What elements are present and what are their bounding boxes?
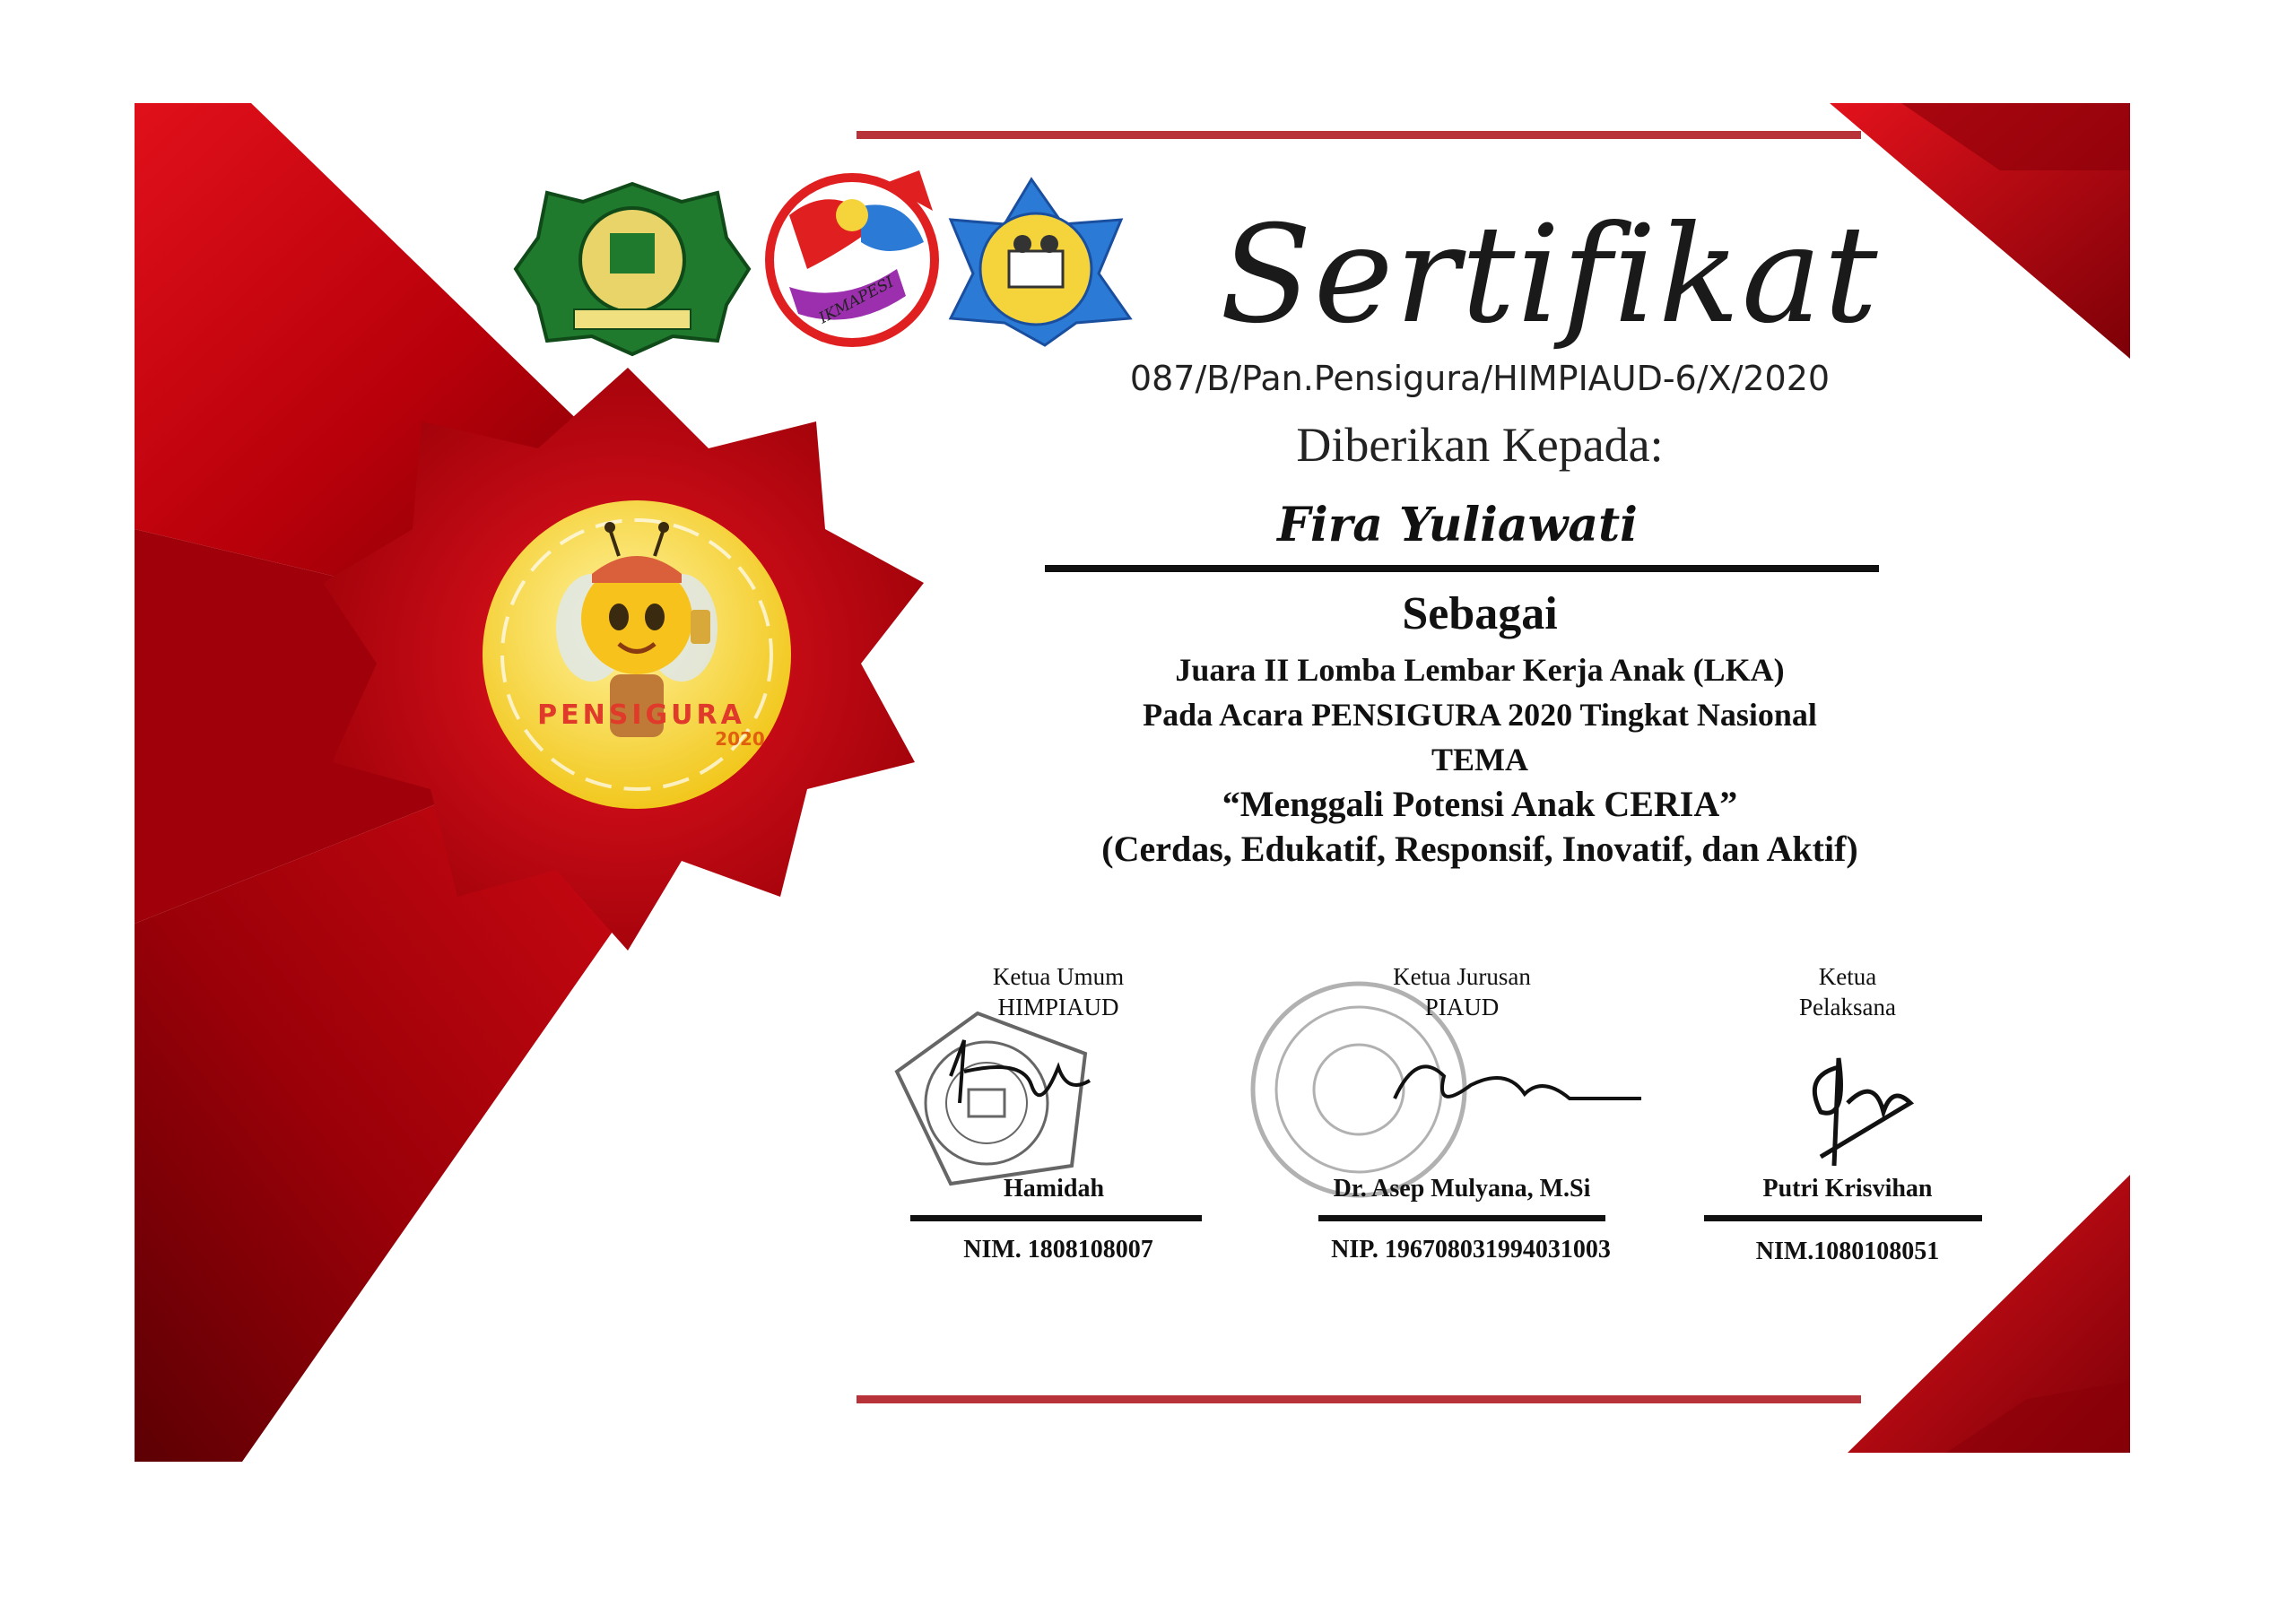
award-line-5: (Cerdas, Edukatif, Responsif, Inovatif, dan Aktif) [1101,829,1858,869]
signatory-1-name: Hamidah [1003,1175,1105,1203]
certificate-number: 087/B/Pan.Pensigura/HIMPIAUD-6/X/2020 [1129,359,1831,398]
signatory-2-id: NIP. 196708031994031003 [1331,1236,1611,1264]
signatory-3-name: Putri Krisvihan [1762,1175,1933,1203]
signature-hamidah-icon [951,1040,1090,1103]
badge-year: 2020 [715,728,765,750]
signatory-2-line [1318,1215,1605,1221]
signatory-1-title: Ketua Umum HIMPIAUD [992,963,1125,1020]
badge-brand: PENSIGURA [537,699,745,731]
award-line-1: Juara II Lomba Lembar Kerja Anak (LKA) [1175,652,1785,688]
recipient-underline [1045,565,1879,572]
as-label: Sebagai [1402,588,1558,639]
signatory-1-line [910,1215,1202,1221]
top-line [857,131,1861,139]
signatory-3-id: NIM.1080108051 [1755,1238,1940,1265]
award-line-2: Pada Acara PENSIGURA 2020 Tingkat Nasional [1143,697,1817,733]
signatory-2-title: Ketua Jurusan PIAUD [1393,963,1531,1020]
signatory-2-name: Dr. Asep Mulyana, M.Si [1333,1175,1591,1203]
certificate-title: Sertifikat [1220,197,1880,353]
given-to-label: Diberikan Kepada: [1296,418,1664,472]
bottom-line [857,1395,1861,1403]
ikmapesi-logo-text: IKMAPESI [815,273,898,328]
himpiaud-logo-icon [951,179,1130,345]
recipient-name: Fira Yuliawati [1277,498,1638,552]
signatory-3-title: Ketua Pelaksana [1799,963,1896,1020]
signatory-3-line [1704,1215,1982,1221]
ikmapesi-logo-icon [770,170,935,343]
award-line-3: TEMA [1431,742,1528,777]
signature-asep-icon [1395,1066,1641,1099]
signature-putri-icon [1814,1058,1910,1166]
award-description [987,647,1973,872]
institute-logo-icon [516,184,749,354]
stamp-himpiaud-icon [897,1013,1085,1184]
signatory-1-id: NIM. 1808108007 [963,1236,1153,1264]
award-line-4: “Menggali Potensi Anak CERIA” [1222,784,1738,824]
